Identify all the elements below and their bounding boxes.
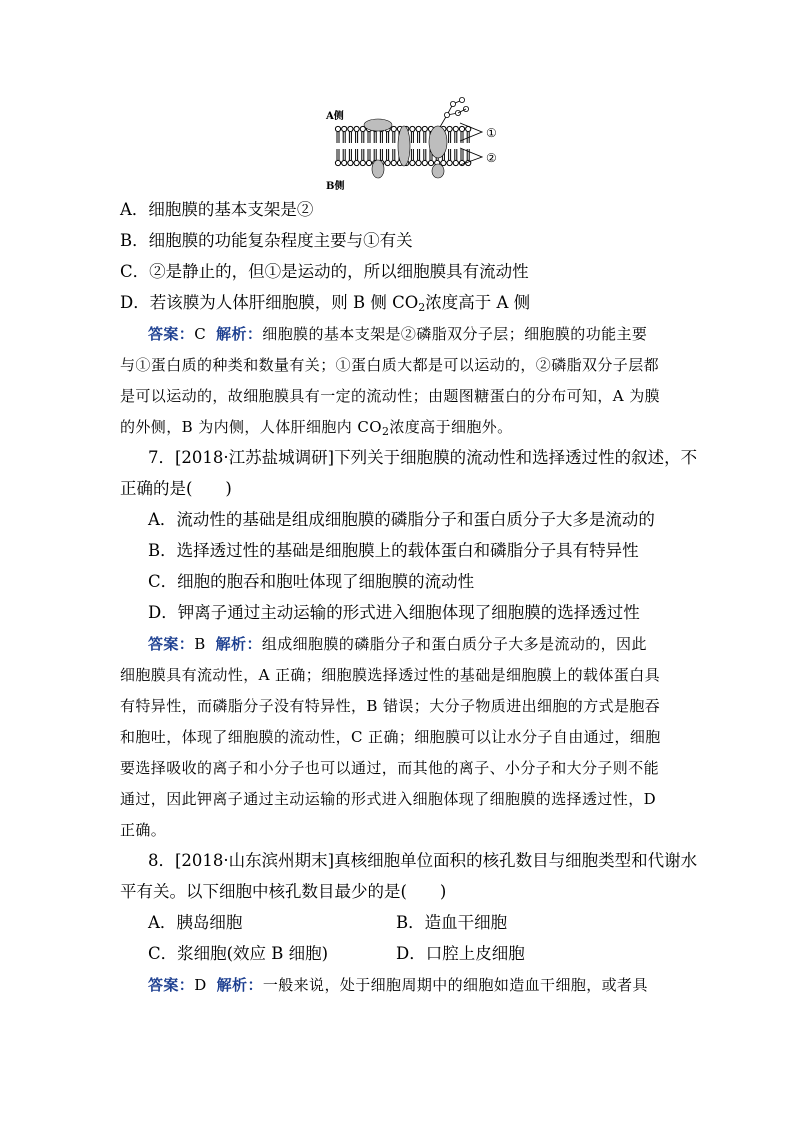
phospholipid-tail bbox=[455, 149, 457, 160]
phospholipid-head bbox=[410, 160, 415, 165]
phospholipid-tail bbox=[374, 132, 376, 143]
phospholipid-head bbox=[422, 126, 427, 131]
phospholipid-head bbox=[342, 160, 347, 165]
phospholipid-tail bbox=[461, 149, 463, 160]
phospholipid-tail bbox=[411, 132, 413, 143]
phospholipid-head bbox=[416, 160, 421, 165]
phospholipid-head bbox=[428, 160, 433, 165]
phospholipid-head bbox=[459, 126, 464, 131]
q6-option-c: C．②是静止的，但①是运动的，所以细胞膜具有流动性 bbox=[120, 262, 529, 281]
q7-option-a: A．流动性的基础是组成细胞膜的磷脂分子和蛋白质分子大多是流动的 bbox=[148, 510, 655, 529]
phospholipid-head bbox=[360, 160, 365, 165]
phospholipid-tail bbox=[349, 149, 351, 160]
phospholipid-tail bbox=[393, 132, 395, 143]
phospholipid-tail bbox=[449, 132, 451, 143]
q6-analysis-line: 与①蛋白质的种类和数量有关；①蛋白质大都是可以运动的，②磷脂双分子层都 bbox=[120, 356, 660, 374]
analysis-label: 解析： bbox=[215, 635, 262, 653]
phospholipid-tail bbox=[424, 132, 426, 143]
phospholipid-head bbox=[354, 126, 359, 131]
phospholipid-head bbox=[366, 160, 371, 165]
answer-label: 答案： bbox=[148, 325, 195, 343]
phospholipid-tail bbox=[380, 149, 382, 160]
phospholipid-head bbox=[391, 160, 396, 165]
phospholipid-tail bbox=[356, 132, 358, 143]
phospholipid-head bbox=[335, 126, 340, 131]
answer-key: C bbox=[194, 325, 207, 343]
phospholipid-tail bbox=[349, 132, 351, 143]
analysis-label: 解析： bbox=[216, 976, 263, 994]
q8-option-d: D．口腔上皮细胞 bbox=[396, 944, 525, 963]
analysis-label: 解析： bbox=[216, 325, 263, 343]
figure-label-side-a: A侧 bbox=[326, 111, 344, 122]
answer-key: D bbox=[194, 976, 207, 994]
phospholipid-tail bbox=[368, 149, 370, 160]
phospholipid-tail bbox=[343, 132, 345, 143]
phospholipid-head bbox=[441, 160, 446, 165]
q8-option-c: C．浆细胞(效应 B 细胞) bbox=[148, 944, 329, 963]
phospholipid-tail bbox=[411, 149, 413, 160]
q8-stem: 8．[2018·山东滨州期末]真核细胞单位面积的核孔数目与细胞类型和代谢水 bbox=[148, 851, 698, 870]
q7-analysis-line: 细胞膜具有流动性，A 正确；细胞膜选择透过性的基础是细胞膜上的载体蛋白具 bbox=[120, 666, 661, 684]
cell-membrane-figure bbox=[320, 95, 510, 195]
phospholipid-head bbox=[342, 126, 347, 131]
phospholipid-tail bbox=[418, 132, 420, 143]
phospholipid-head bbox=[447, 126, 452, 131]
inner-protein-left bbox=[372, 160, 384, 178]
peripheral-protein bbox=[364, 119, 392, 131]
q7-stem: 7．[2018·江苏盐城调研]下列关于细胞膜的流动性和选择透过性的叙述，不 bbox=[148, 448, 698, 467]
q7-answer-line: 答案：B 解析：组成细胞膜的磷脂分子和蛋白质分子大多是流动的，因此 bbox=[148, 635, 647, 653]
phospholipid-head bbox=[348, 160, 353, 165]
phospholipid-head bbox=[453, 126, 458, 131]
transmembrane-protein bbox=[398, 126, 410, 166]
phospholipid-head bbox=[335, 160, 340, 165]
figure-mark-2: ② bbox=[486, 151, 497, 165]
q6-option-b: B．细胞膜的功能复杂程度主要与①有关 bbox=[120, 231, 413, 250]
phospholipid-tail bbox=[449, 149, 451, 160]
q8-stem-continued: 平有关。以下细胞中核孔数目最少的是( ) bbox=[120, 882, 447, 901]
phospholipid-head bbox=[391, 126, 396, 131]
q6-analysis-line: 是可以运动的，故细胞膜具有一定的流动性；由题图糖蛋白的分布可知，A 为膜 bbox=[120, 387, 661, 405]
phospholipid-head bbox=[348, 126, 353, 131]
phospholipid-tail bbox=[424, 149, 426, 160]
phospholipid-head bbox=[447, 160, 452, 165]
answer-label: 答案： bbox=[148, 976, 195, 994]
q8-option-a: A．胰岛细胞 bbox=[148, 913, 243, 932]
phospholipid-head bbox=[422, 160, 427, 165]
phospholipid-head bbox=[354, 160, 359, 165]
q7-analysis-line: 通过，因此钾离子通过主动运输的形式进入细胞体现了细胞膜的选择透过性，D bbox=[120, 790, 657, 808]
sugar-chain bbox=[440, 97, 469, 127]
phospholipid-head bbox=[453, 160, 458, 165]
q7-analysis-line: 正确。 bbox=[120, 821, 167, 839]
q7-stem-continued: 正确的是( ) bbox=[120, 479, 232, 498]
q7-analysis-line: 有特异性，而磷脂分子没有特异性，B 错误；大分子物质进出细胞的方式是胞吞 bbox=[120, 697, 661, 715]
q7-option-b: B．选择透过性的基础是细胞膜上的载体蛋白和磷脂分子具有特异性 bbox=[148, 541, 639, 560]
phospholipid-tail bbox=[337, 132, 339, 143]
inner-protein bbox=[432, 164, 444, 178]
figure-mark-1: ① bbox=[486, 126, 497, 140]
phospholipid-tail bbox=[362, 132, 364, 143]
phospholipid-head bbox=[385, 160, 390, 165]
phospholipid-head bbox=[410, 126, 415, 131]
q6-option-a: A．细胞膜的基本支架是② bbox=[120, 200, 314, 219]
q6-analysis-line: 的外侧，B 为内侧，人体肝细胞内 $CO_2$浓度高于细胞外。 bbox=[120, 418, 513, 438]
q7-analysis-line: 要选择吸收的离子和小分子也可以通过，而其他的离子、小分子和大分子则不能 bbox=[120, 759, 660, 777]
phospholipid-tail bbox=[455, 132, 457, 143]
phospholipid-tail bbox=[380, 132, 382, 143]
membrane-proteins bbox=[364, 119, 447, 178]
phospholipid-tail bbox=[368, 132, 370, 143]
phospholipid-tail bbox=[356, 149, 358, 160]
phospholipid-tail bbox=[374, 149, 376, 160]
phospholipid-tail bbox=[343, 149, 345, 160]
phospholipid-tail bbox=[393, 149, 395, 160]
phospholipid-tail bbox=[418, 149, 420, 160]
phospholipid-tail bbox=[362, 149, 364, 160]
phospholipid-tail bbox=[387, 149, 389, 160]
figure-label-side-b: B侧 bbox=[326, 181, 345, 192]
answer-label: 答案： bbox=[148, 635, 195, 653]
phospholipid-head bbox=[416, 126, 421, 131]
answer-key: B bbox=[194, 635, 206, 653]
phospholipid-tail bbox=[461, 132, 463, 143]
phospholipid-tail bbox=[387, 132, 389, 143]
q7-analysis-line: 和胞吐，体现了细胞膜的流动性，C 正确；细胞膜可以让水分子自由通过，细胞 bbox=[120, 728, 661, 746]
q6-option-d: D．若该膜为人体肝细胞膜，则 B 侧 $CO_2$浓度高于 A 侧 bbox=[120, 293, 531, 314]
q7-option-c: C．细胞的胞吞和胞吐体现了细胞膜的流动性 bbox=[148, 572, 475, 591]
q6-answer-line: 答案：C 解析：细胞膜的基本支架是②磷脂双分子层；细胞膜的功能主要 bbox=[148, 325, 648, 343]
q8-answer-line: 答案：D 解析：一般来说，处于细胞周期中的细胞如造血干细胞，或者具 bbox=[148, 976, 648, 994]
glycoprotein bbox=[429, 126, 447, 158]
q8-option-b: B．造血干细胞 bbox=[396, 913, 508, 932]
q7-option-d: D．钾离子通过主动运输的形式进入细胞体现了细胞膜的选择透过性 bbox=[148, 603, 640, 622]
phospholipid-tail bbox=[337, 149, 339, 160]
